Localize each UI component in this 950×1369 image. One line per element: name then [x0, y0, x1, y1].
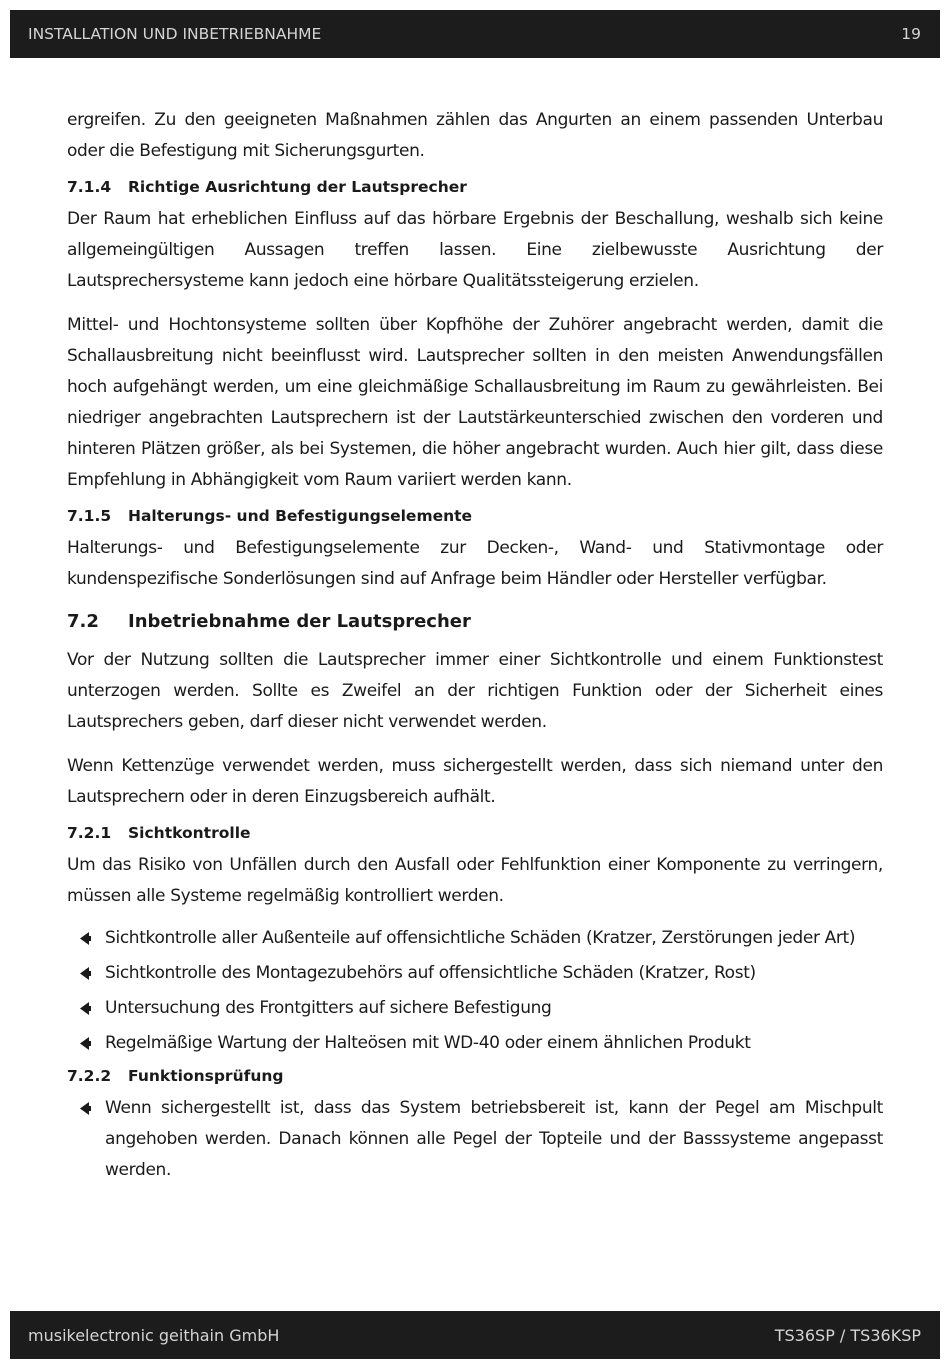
heading-number: 7.2 — [67, 611, 99, 632]
header-section-title: INSTALLATION UND INBETRIEBNAHME — [28, 25, 322, 43]
intro-paragraph: ergreifen. Zu den geeigneten Maßnahmen zählen das Angurten an einem passenden Unterbau oder die Befestigung mit Sicherungsgurten. — [67, 110, 883, 161]
list-item — [67, 923, 883, 954]
paragraph: Mittel- und Hochtonsysteme sollten über Kopfhöhe der Zuhörer angebracht werden, damit die Schallausbreitung nicht beeinflusst wird. Lautsprecher sollten in den meisten Anwendungsfällen hoch aufgehängt werden, um eine gleichmäßige Schallausbreitung im Raum zu gewährleisten. Bei niedriger angebrachten Lautsprechern ist der Lautstärkeunterschied zwischen den vorderen und hinteren Plätzen größer, als bei Systemen, die höher angebracht wurden. Auch hier gilt, dass diese Empfehlung in Abhängigkeit vom Raum variiert werden kann. — [67, 315, 883, 490]
list-item-text: Sichtkontrolle des Montagezubehörs auf offensichtliche Schäden (Kratzer, Rost) — [105, 963, 756, 983]
speaker-icon — [80, 1102, 92, 1115]
page-header — [10, 10, 940, 58]
footer-company: musikelectronic geithain GmbH — [28, 1325, 280, 1345]
footer-models: TS36SP / TS36KSP — [774, 1325, 921, 1345]
page-content — [67, 105, 883, 1190]
list-item-text: Sichtkontrolle aller Außenteile auf offensichtliche Schäden (Kratzer, Zerstörungen jeder Art) — [105, 928, 856, 948]
heading-title: Inbetriebnahme der Lautsprecher — [128, 611, 471, 632]
heading-title: Sichtkontrolle — [128, 824, 251, 842]
list-item-text: Regelmäßige Wartung der Halteösen mit WD-40 oder einem ähnlichen Produkt — [105, 1033, 751, 1053]
heading-title: Funktionsprüfung — [128, 1067, 284, 1085]
heading-7-2-1 — [67, 820, 883, 846]
paragraph: Um das Risiko von Unfällen durch den Ausfall oder Fehlfunktion einer Komponente zu verringern, müssen alle Systeme regelmäßig kontrolliert werden. — [67, 855, 883, 906]
list-item — [67, 993, 883, 1024]
paragraph: Der Raum hat erheblichen Einfluss auf das hörbare Ergebnis der Beschallung, weshalb sich keine allgemeingültigen Aussagen treffen lassen. Eine zielbewusste Ausrichtung der Lautsprechersysteme kann jedoch eine hörbare Qualitätssteigerung erzielen. — [67, 209, 883, 291]
heading-7-1-4 — [67, 174, 883, 200]
heading-7-2 — [67, 607, 883, 637]
checklist — [67, 1093, 883, 1186]
list-item — [67, 958, 883, 989]
speaker-icon — [80, 1037, 92, 1050]
list-item-text: Wenn sichergestellt ist, dass das System betriebsbereit ist, kann der Pegel am Mischpult angehoben werden. Danach können alle Pegel der Topteile und der Basssysteme angepasst werden. — [105, 1098, 883, 1180]
speaker-icon — [80, 967, 92, 980]
heading-number: 7.2.2 — [67, 1067, 112, 1085]
paragraph: Halterungs- und Befestigungselemente zur Decken-, Wand- und Stativmontage oder kundenspezifische Sonderlösungen sind auf Anfrage beim Händler oder Hersteller verfügbar. — [67, 538, 883, 589]
heading-7-1-5 — [67, 503, 883, 529]
list-item-text: Untersuchung des Frontgitters auf sichere Befestigung — [105, 998, 552, 1018]
heading-title: Richtige Ausrichtung der Lautsprecher — [128, 178, 467, 196]
list-item — [67, 1028, 883, 1059]
checklist — [67, 923, 883, 1059]
heading-number: 7.1.4 — [67, 178, 112, 196]
page-number: 19 — [901, 25, 921, 43]
speaker-icon — [80, 932, 92, 945]
speaker-icon — [80, 1002, 92, 1015]
heading-title: Halterungs- und Befestigungselemente — [128, 507, 473, 525]
list-item — [67, 1093, 883, 1186]
paragraph: Wenn Kettenzüge verwendet werden, muss sichergestellt werden, dass sich niemand unter den Lautsprechern oder in deren Einzugsbereich aufhält. — [67, 756, 883, 807]
heading-number: 7.1.5 — [67, 507, 112, 525]
paragraph: Vor der Nutzung sollten die Lautsprecher immer einer Sichtkontrolle und einem Funktionstest unterzogen werden. Sollte es Zweifel an der richtigen Funktion oder der Sicherheit eines Lautsprechers geben, darf dieser nicht verwendet werden. — [67, 650, 883, 732]
heading-number: 7.2.1 — [67, 824, 112, 842]
heading-7-2-2 — [67, 1063, 883, 1089]
page-footer — [10, 1311, 940, 1359]
